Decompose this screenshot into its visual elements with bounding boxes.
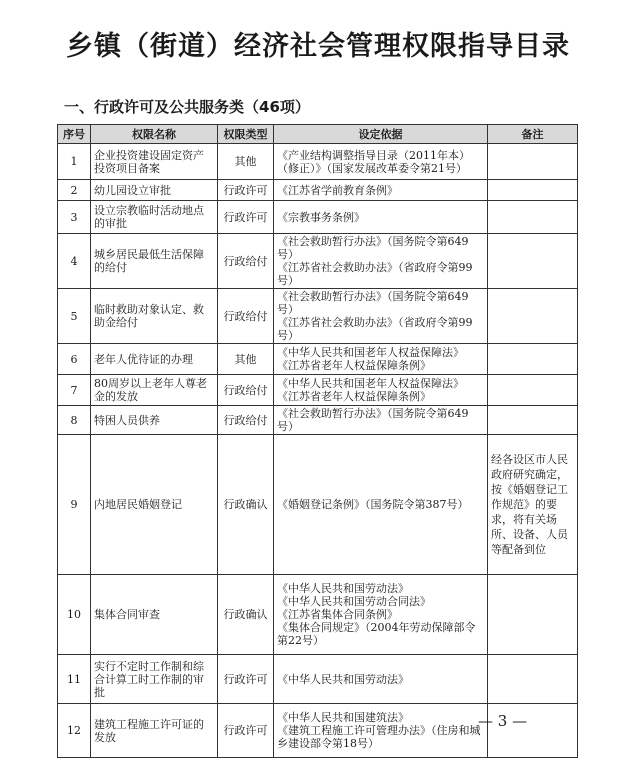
row-note <box>488 655 578 704</box>
table-row <box>58 144 578 180</box>
row-no: 3 <box>58 201 91 234</box>
table-row <box>58 289 578 344</box>
header-type: 权限类型 <box>218 125 274 144</box>
row-type: 行政给付 <box>218 406 274 435</box>
row-no: 6 <box>58 344 91 375</box>
row-name: 城乡居民最低生活保障的给付 <box>91 234 218 289</box>
basis-line: 《社会救助暂行办法》（国务院令第649号） <box>277 407 469 433</box>
row-type: 行政给付 <box>218 234 274 289</box>
row-name: 建筑工程施工许可证的发放 <box>91 704 218 758</box>
basis-line: 《中华人民共和国老年人权益保障法》 <box>277 346 464 359</box>
table-header-row <box>58 125 578 144</box>
row-note <box>488 375 578 406</box>
basis-line: 《江苏省社会救助办法》（省政府令第99号） <box>277 261 473 287</box>
row-type: 行政许可 <box>218 655 274 704</box>
basis-line: 《江苏省集体合同条例》 <box>277 608 398 621</box>
basis-line: 《江苏省学前教育条例》 <box>277 183 398 197</box>
table-row <box>58 435 578 575</box>
row-basis <box>274 406 488 435</box>
table-row <box>58 375 578 406</box>
row-basis <box>274 289 488 344</box>
basis-line: 《集体合同规定》（2004年劳动保障部令第22号） <box>277 621 476 647</box>
row-basis <box>274 201 488 234</box>
basis-line: 《江苏省老年人权益保障条例》 <box>277 390 431 403</box>
row-note: 经各设区市人民政府研究确定，按《婚姻登记工作规范》的要求，将有关场所、设备、人员等配备到位 <box>488 435 578 575</box>
row-note <box>488 344 578 375</box>
row-type: 行政许可 <box>218 201 274 234</box>
row-basis <box>274 344 488 375</box>
row-basis <box>274 575 488 655</box>
row-name: 80周岁以上老年人尊老金的发放 <box>91 375 218 406</box>
row-no: 9 <box>58 435 91 575</box>
row-name: 企业投资建设固定资产投资项目备案 <box>91 144 218 180</box>
row-no: 7 <box>58 375 91 406</box>
row-no: 2 <box>58 180 91 201</box>
basis-line: 《宗教事务条例》 <box>277 210 365 224</box>
row-type: 行政给付 <box>218 375 274 406</box>
row-no: 11 <box>58 655 91 704</box>
header-basis: 设定依据 <box>274 125 488 144</box>
row-no: 8 <box>58 406 91 435</box>
basis-line: 《社会救助暂行办法》（国务院令第649号） <box>277 290 469 316</box>
row-type: 其他 <box>218 144 274 180</box>
basis-line: 《中华人民共和国劳动法》 <box>277 582 409 595</box>
table-row <box>58 234 578 289</box>
row-name: 老年人优待证的办理 <box>91 344 218 375</box>
row-note <box>488 289 578 344</box>
row-name: 集体合同审查 <box>91 575 218 655</box>
header-no: 序号 <box>58 125 91 144</box>
row-type: 行政许可 <box>218 704 274 758</box>
row-name: 特困人员供养 <box>91 406 218 435</box>
table-row <box>58 201 578 234</box>
row-note <box>488 234 578 289</box>
header-name: 权限名称 <box>91 125 218 144</box>
basis-line: 《江苏省老年人权益保障条例》 <box>277 359 431 372</box>
basis-line: 《中华人民共和国老年人权益保障法》 <box>277 377 464 390</box>
row-no: 4 <box>58 234 91 289</box>
row-basis <box>274 144 488 180</box>
row-no: 5 <box>58 289 91 344</box>
row-type: 行政许可 <box>218 180 274 201</box>
row-name: 幼儿园设立审批 <box>91 180 218 201</box>
table-row <box>58 344 578 375</box>
table-row <box>58 180 578 201</box>
basis-line: 《中华人民共和国建筑法》 <box>277 711 409 724</box>
row-note <box>488 406 578 435</box>
row-type: 其他 <box>218 344 274 375</box>
document-title: 乡镇（街道）经济社会管理权限指导目录 <box>66 31 570 62</box>
basis-line: 《江苏省社会救助办法》（省政府令第99号） <box>277 316 473 342</box>
basis-line: 《社会救助暂行办法》（国务院令第649号） <box>277 235 469 261</box>
row-note <box>488 180 578 201</box>
row-no: 12 <box>58 704 91 758</box>
basis-line: 《婚姻登记条例》（国务院令第387号） <box>277 498 469 511</box>
row-type: 行政确认 <box>218 575 274 655</box>
row-basis <box>274 234 488 289</box>
row-basis <box>274 375 488 406</box>
basis-line: 《中华人民共和国劳动合同法》 <box>277 595 431 608</box>
section-heading: 一、行政许可及公共服务类（46项） <box>64 98 310 116</box>
row-basis <box>274 704 488 758</box>
row-type: 行政给付 <box>218 289 274 344</box>
header-note: 备注 <box>488 125 578 144</box>
row-no: 10 <box>58 575 91 655</box>
row-name: 设立宗教临时活动地点的审批 <box>91 201 218 234</box>
row-note <box>488 144 578 180</box>
row-name: 实行不定时工作制和综合计算工时工作制的审批 <box>91 655 218 704</box>
row-name: 内地居民婚姻登记 <box>91 435 218 575</box>
row-name: 临时救助对象认定、救助金给付 <box>91 289 218 344</box>
row-no: 1 <box>58 144 91 180</box>
row-type: 行政确认 <box>218 435 274 575</box>
table-row <box>58 406 578 435</box>
row-basis <box>274 180 488 201</box>
page-number: — 3 — <box>478 712 528 730</box>
row-basis <box>274 655 488 704</box>
row-basis <box>274 435 488 575</box>
row-note <box>488 201 578 234</box>
basis-line: 《建筑工程施工许可管理办法》（住房和城乡建设部令第18号） <box>277 724 481 750</box>
table-row <box>58 655 578 704</box>
basis-line: 《产业结构调整指导目录（2011年本）（修正）》（国家发展改革委令第21号） <box>277 148 470 175</box>
row-note <box>488 575 578 655</box>
basis-line: 《中华人民共和国劳动法》 <box>277 672 409 686</box>
authority-table <box>57 124 578 758</box>
table-row <box>58 575 578 655</box>
